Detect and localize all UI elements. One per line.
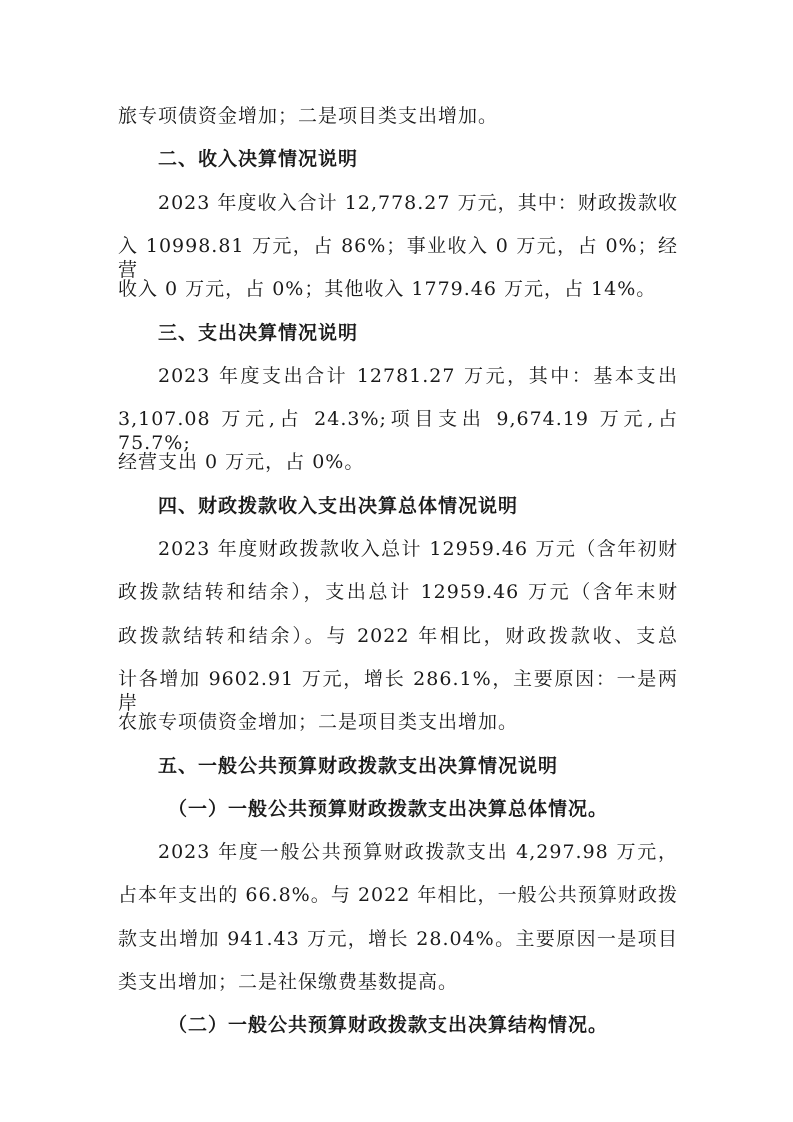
- paragraph-line: 经营支出 0 万元，占 0%。: [118, 451, 365, 474]
- paragraph-line: 2023 年度支出合计 12781.27 万元，其中：基本支出: [158, 364, 678, 387]
- paragraph-line: 旅专项债资金增加；二是项目类支出增加。: [118, 105, 499, 127]
- paragraph-line: 2023 年度财政拨款收入总计 12959.46 万元（含年初财: [158, 538, 678, 560]
- paragraph-line: 占本年支出的 66.8%。与 2022 年相比，一般公共预算财政拨: [118, 884, 678, 907]
- paragraph-line: 3,107.08 万元,占 24.3%;项目支出 9,674.19 万元,占 75.7%;: [118, 408, 678, 455]
- section-heading: （二）一般公共预算财政拨款支出决算结构情况。: [168, 1014, 609, 1037]
- paragraph-line: 入 10998.81 万元，占 86%；事业收入 0 万元，占 0%；经营: [118, 234, 678, 281]
- section-heading: 二、收入决算情况说明: [158, 148, 359, 171]
- paragraph-line: 类支出增加；二是社保缴费基数提高。: [118, 971, 459, 993]
- paragraph-line: 计各增加 9602.91 万元，增长 286.1%，主要原因：一是两岸: [118, 667, 678, 714]
- paragraph-line: 收入 0 万元，占 0%；其他收入 1779.46 万元，占 14%。: [118, 278, 657, 301]
- section-heading: （一）一般公共预算财政拨款支出决算总体情况。: [168, 797, 609, 820]
- section-heading: 三、支出决算情况说明: [158, 321, 359, 344]
- paragraph-line: 款支出增加 941.43 万元，增长 28.04%。主要原因一是项目: [118, 927, 678, 950]
- paragraph-line: 2023 年度收入合计 12,778.27 万元，其中：财政拨款收: [158, 191, 678, 214]
- section-heading: 五、一般公共预算财政拨款支出决算情况说明: [158, 754, 559, 777]
- paragraph-line: 政拨款结转和结余）。与 2022 年相比，财政拨款收、支总: [118, 624, 678, 647]
- section-heading: 四、财政拨款收入支出决算总体情况说明: [158, 494, 519, 517]
- paragraph-line: 政拨款结转和结余），支出总计 12959.46 万元（含年末财: [118, 581, 678, 604]
- paragraph-line: 农旅专项债资金增加；二是项目类支出增加。: [118, 711, 519, 734]
- paragraph-line: 2023 年度一般公共预算财政拨款支出 4,297.98 万元，: [158, 841, 678, 864]
